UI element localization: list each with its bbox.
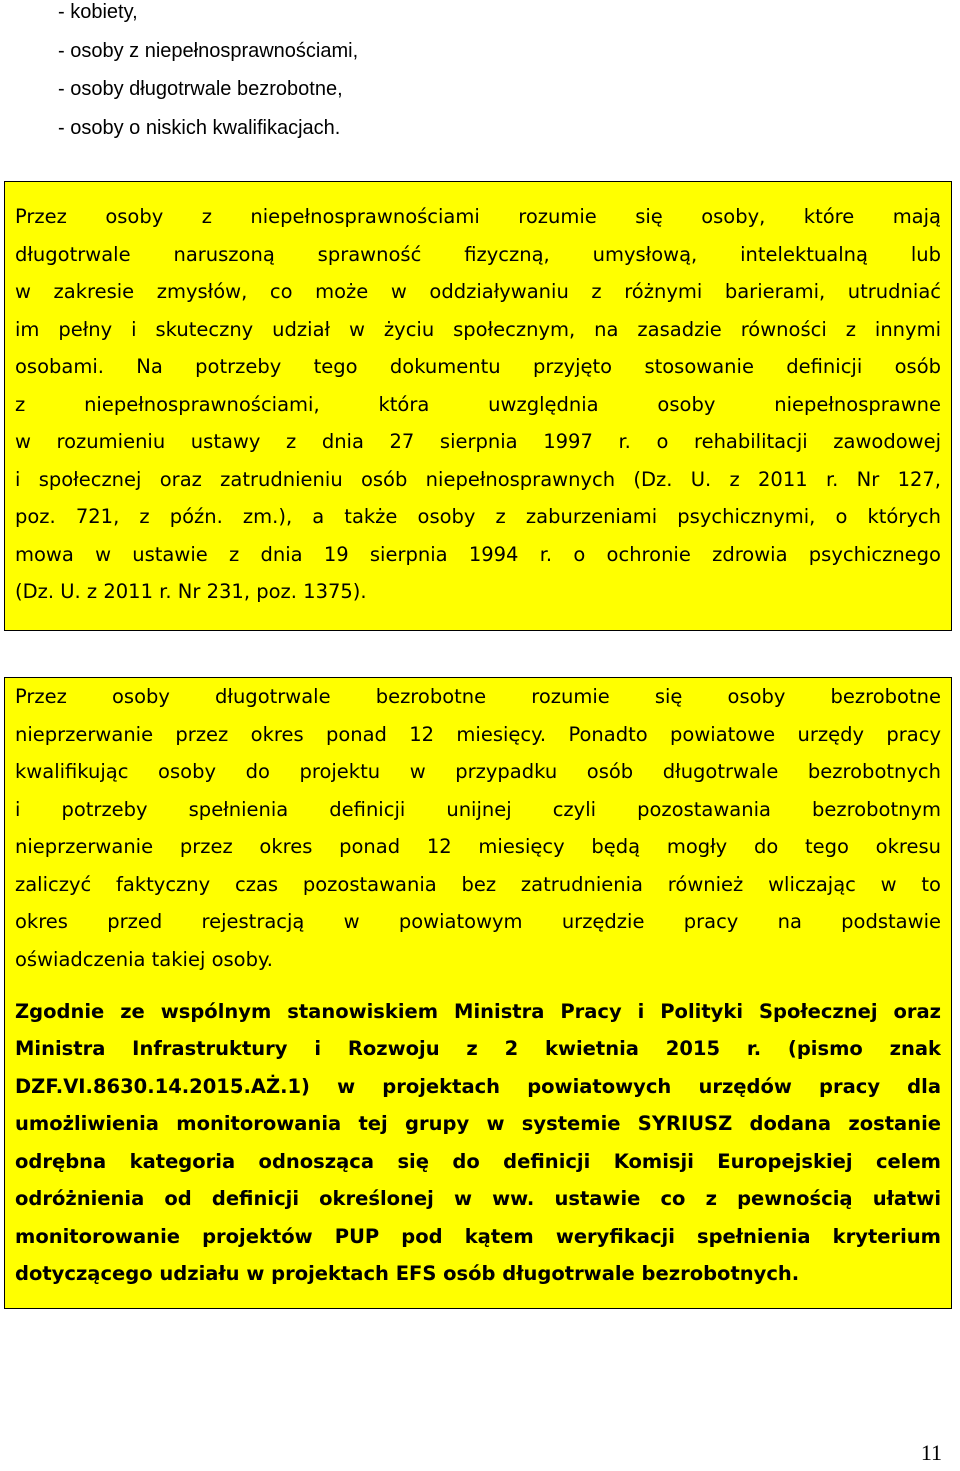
disability-definition-text [15,198,941,611]
text-line: umożliwienia monitorowania tej grupy w systemie SYRIUSZ dodana zostanie [15,1112,941,1135]
long-term-unemployed-paragraph [15,678,941,978]
text-line: i potrzeby spełnienia definicji unijnej czyli pozostawania bezrobotnym [15,797,941,821]
text-line: Ministra Infrastruktury i Rozwoju z 2 kwietnia 2015 r. (pismo znak [15,1037,941,1060]
text-line: poz. 721, z późn. zm.), a także osoby z zaburzeniami psychicznymi, o których [15,505,941,528]
text-line: osobami. Na potrzeby tego dokumentu przyjęto stosowanie definicji osób [15,355,941,378]
long-term-unemployed-definition-box [4,677,952,1309]
disability-definition-box [4,181,952,631]
text-line: monitorowanie projektów PUP pod kątem weryfikacji spełnienia kryterium [15,1224,941,1248]
text-line: nieprzerwanie przez okres ponad 12 miesięcy będą mogły do tego okresu [15,835,941,858]
text-line: Przez osoby długotrwale bezrobotne rozumie się osoby bezrobotne [15,685,941,708]
text-line: Zgodnie ze wspólnym stanowiskiem Ministra Pracy i Polityki Społecznej oraz [15,999,941,1023]
text-line: w zakresie zmysłów, co może w oddziaływaniu z różnymi barierami, utrudniać [15,280,941,303]
list-item: - osoby z niepełnosprawnościami, [58,39,359,62]
paragraph-gap [15,978,941,993]
text-line: (Dz. U. z 2011 r. Nr 231, poz. 1375). [15,580,367,603]
target-groups-list [58,0,358,154]
list-item: - kobiety, [58,1,138,23]
text-line: w rozumieniu ustawy z dnia 27 sierpnia 1997 r. o rehabilitacji zawodowej [15,430,941,453]
ministerial-position-paragraph [15,993,941,1293]
list-item: - osoby o niskich kwalifikacjach. [58,116,341,139]
text-line: i społecznej oraz zatrudnieniu osób niepełnosprawnych (Dz. U. z 2011 r. Nr 127, [15,467,941,491]
text-line: Przez osoby z niepełnosprawnościami rozumie się osoby, które mają [15,205,941,228]
text-line: oświadczenia takiej osoby. [15,947,273,971]
text-line: im pełny i skuteczny udział w życiu społecznym, na zasadzie równości z innymi [15,317,941,341]
text-line: DZF.VI.8630.14.2015.AŻ.1) w projektach powiatowych urzędów pracy dla [15,1074,941,1098]
page-number: 11 [920,1440,942,1465]
text-line: mowa w ustawie z dnia 19 sierpnia 1994 r. o ochronie zdrowia psychicznego [15,542,941,566]
text-line: kwalifikując osoby do projektu w przypadku osób długotrwale bezrobotnych [15,760,941,783]
text-line: długotrwale naruszoną sprawność fizyczną, umysłową, intelektualną lub [15,242,941,266]
text-line: z niepełnosprawnościami, która uwzględnia osoby niepełnosprawne [15,392,941,416]
text-line: dotyczącego udziału w projektach EFS osób długotrwale bezrobotnych. [15,1262,800,1285]
text-line: odrębna kategoria odnosząca się do definicji Komisji Europejskiej celem [15,1149,941,1173]
text-line: zaliczyć faktyczny czas pozostawania bez zatrudnienia również wliczając w to [15,872,941,896]
text-line: odróżnienia od definicji określonej w ww. ustawie co z pewnością ułatwi [15,1187,941,1210]
text-line: okres przed rejestracją w powiatowym urzędzie pracy na podstawie [15,910,941,933]
list-item: - osoby długotrwale bezrobotne, [58,78,343,100]
text-line: nieprzerwanie przez okres ponad 12 miesięcy. Ponadto powiatowe urzędy pracy [15,722,941,746]
